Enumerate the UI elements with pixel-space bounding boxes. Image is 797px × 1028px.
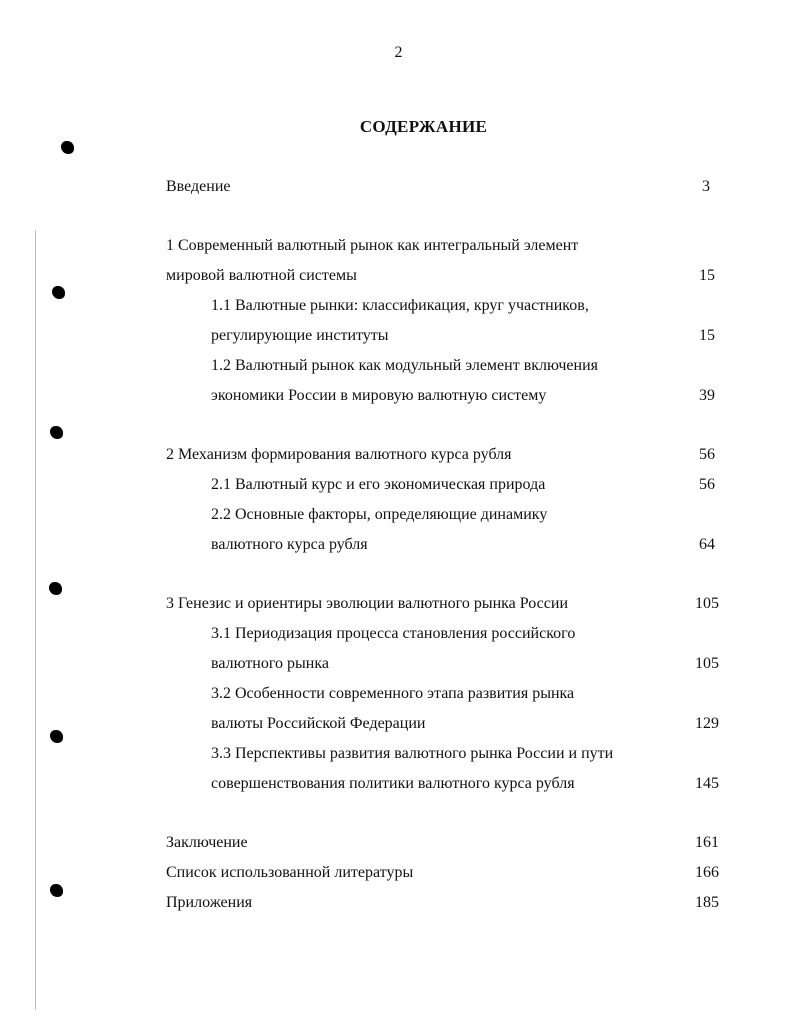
toc-entry-3-3-cont: совершенствования политики валютного курса рубля <box>211 775 575 792</box>
toc-page-intro: 3 <box>702 178 710 195</box>
toc-entry-2-1: 2.1 Валютный курс и его экономическая природа <box>211 476 546 493</box>
toc-entry-3-2-cont: валюты Российской Федерации <box>211 715 426 732</box>
punch-hole-mark <box>50 730 63 743</box>
toc-entry-ch2: 2 Механизм формирования валютного курса рубля <box>166 446 512 463</box>
toc-page-3-3: 145 <box>695 775 719 792</box>
toc-page-1-2: 39 <box>699 387 715 404</box>
toc-page-3-1: 105 <box>695 655 719 672</box>
toc-page-appendices: 185 <box>695 894 719 911</box>
toc-page-3-2: 129 <box>695 715 719 732</box>
toc-page-ch2: 56 <box>699 446 715 463</box>
toc-page-2-2: 64 <box>699 536 715 553</box>
toc-page-ch1: 15 <box>699 267 715 284</box>
toc-entry-ch1: 1 Современный валютный рынок как интегральный элемент <box>166 237 579 254</box>
toc-entry-3-3: 3.3 Перспективы развития валютного рынка России и пути <box>211 745 614 762</box>
toc-entry-appendices: Приложения <box>166 894 253 911</box>
scan-edge-line <box>35 230 36 1010</box>
toc-page-conclusion: 161 <box>695 834 719 851</box>
punch-hole-mark <box>50 884 63 897</box>
toc-entry-1-1-cont: регулирующие институты <box>211 327 389 344</box>
toc-entry-intro: Введение <box>166 178 231 195</box>
page-title: СОДЕРЖАНИЕ <box>359 117 488 136</box>
toc-entry-3-1-cont: валютного рынка <box>211 655 329 672</box>
toc-entry-references: Список использованной литературы <box>166 864 414 881</box>
toc-page-references: 166 <box>695 864 719 881</box>
toc-entry-2-2-cont: валютного курса рубля <box>211 536 368 553</box>
toc-page-1-1: 15 <box>699 327 715 344</box>
punch-hole-mark <box>49 582 62 595</box>
toc-entry-1-2: 1.2 Валютный рынок как модульный элемент включения <box>211 357 598 374</box>
punch-hole-mark <box>61 141 74 154</box>
punch-hole-mark <box>50 426 63 439</box>
toc-entry-3-1: 3.1 Периодизация процесса становления российского <box>211 625 576 642</box>
toc-entry-3-2: 3.2 Особенности современного этапа развития рынка <box>211 685 575 702</box>
toc-page-2-1: 56 <box>699 476 715 493</box>
toc-entry-2-2: 2.2 Основные факторы, определяющие динамику <box>211 506 548 523</box>
toc-page-ch3: 105 <box>695 595 719 612</box>
toc-entry-1-2-cont: экономики России в мировую валютную систему <box>211 387 547 404</box>
page-number: 2 <box>394 44 403 61</box>
toc-entry-1-1: 1.1 Валютные рынки: классификация, круг участников, <box>211 297 589 314</box>
toc-entry-ch1-cont: мировой валютной системы <box>166 267 357 284</box>
toc-entry-ch3: 3 Генезис и ориентиры эволюции валютного рынка России <box>166 595 568 612</box>
toc-entry-conclusion: Заключение <box>166 834 248 851</box>
punch-hole-mark <box>52 286 65 299</box>
